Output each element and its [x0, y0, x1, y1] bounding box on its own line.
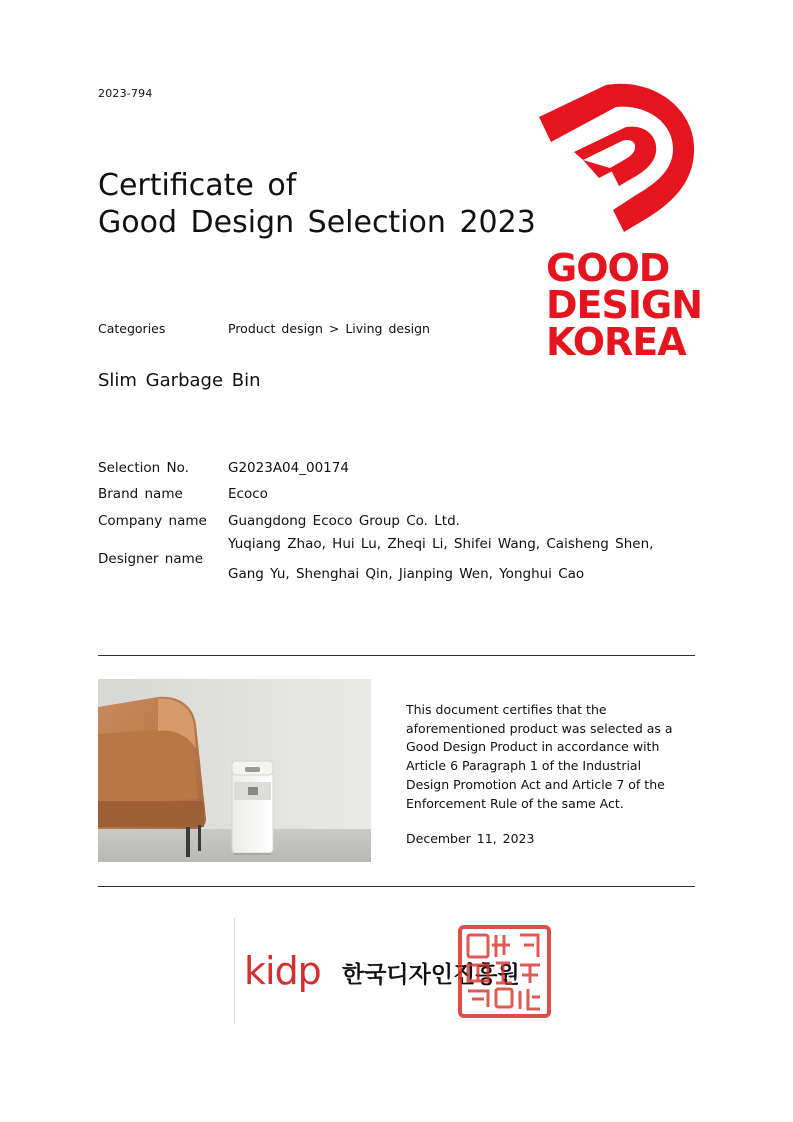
categories-label: Categories: [98, 321, 166, 336]
certificate-number: 2023-794: [98, 87, 153, 100]
kidp-logo: kidp: [244, 949, 321, 993]
statement-line-4: Article 6 Paragraph 1 of the Industrial: [406, 758, 642, 774]
issue-date: December 11, 2023: [406, 831, 535, 846]
official-seal-icon: [458, 925, 551, 1018]
product-name: Slim Garbage Bin: [98, 370, 261, 391]
logo-text-korea: KOREA: [546, 320, 686, 364]
statement-line-1: This document certifies that the: [406, 702, 607, 717]
selection-no-value: G2023A04_00174: [228, 460, 349, 476]
logo-text-good: GOOD: [546, 246, 670, 290]
brand-name-value: Ecoco: [228, 486, 268, 502]
certification-statement: [406, 701, 696, 813]
designer-names-line-1: Yuqiang Zhao, Hui Lu, Zheqi Li, Shifei Wang, Caisheng Shen,: [228, 536, 654, 552]
designer-names-line-2: Gang Yu, Shenghai Qin, Jianping Wen, Yonghui Cao: [228, 566, 585, 582]
designer-name-label: Designer name: [98, 551, 204, 567]
good-design-korea-logo: [536, 82, 703, 372]
organization-name: 한국디자인진흥원: [342, 962, 520, 988]
title-line-1: Certificate of: [98, 168, 297, 203]
selection-no-label: Selection No.: [98, 460, 189, 476]
title-line-2: Good Design Selection 2023: [98, 205, 536, 240]
statement-line-2: aforementioned product was selected as a: [406, 720, 673, 736]
footer-divider: [234, 918, 235, 1024]
product-photo: [98, 679, 371, 862]
company-name-value: Guangdong Ecoco Group Co. Ltd.: [228, 513, 460, 529]
categories-value: Product design > Living design: [228, 321, 430, 336]
statement-line-5: Design Promotion Act and Article 7 of the: [406, 776, 665, 792]
brand-name-label: Brand name: [98, 486, 183, 502]
company-name-label: Company name: [98, 513, 207, 529]
divider-top: [98, 655, 695, 656]
statement-line-6: Enforcement Rule of the same Act.: [406, 795, 624, 811]
divider-bottom: [98, 886, 695, 887]
logo-text-design: DESIGN: [546, 283, 703, 327]
certificate-title: [98, 167, 536, 241]
statement-line-3: Good Design Product in accordance with: [406, 739, 660, 755]
